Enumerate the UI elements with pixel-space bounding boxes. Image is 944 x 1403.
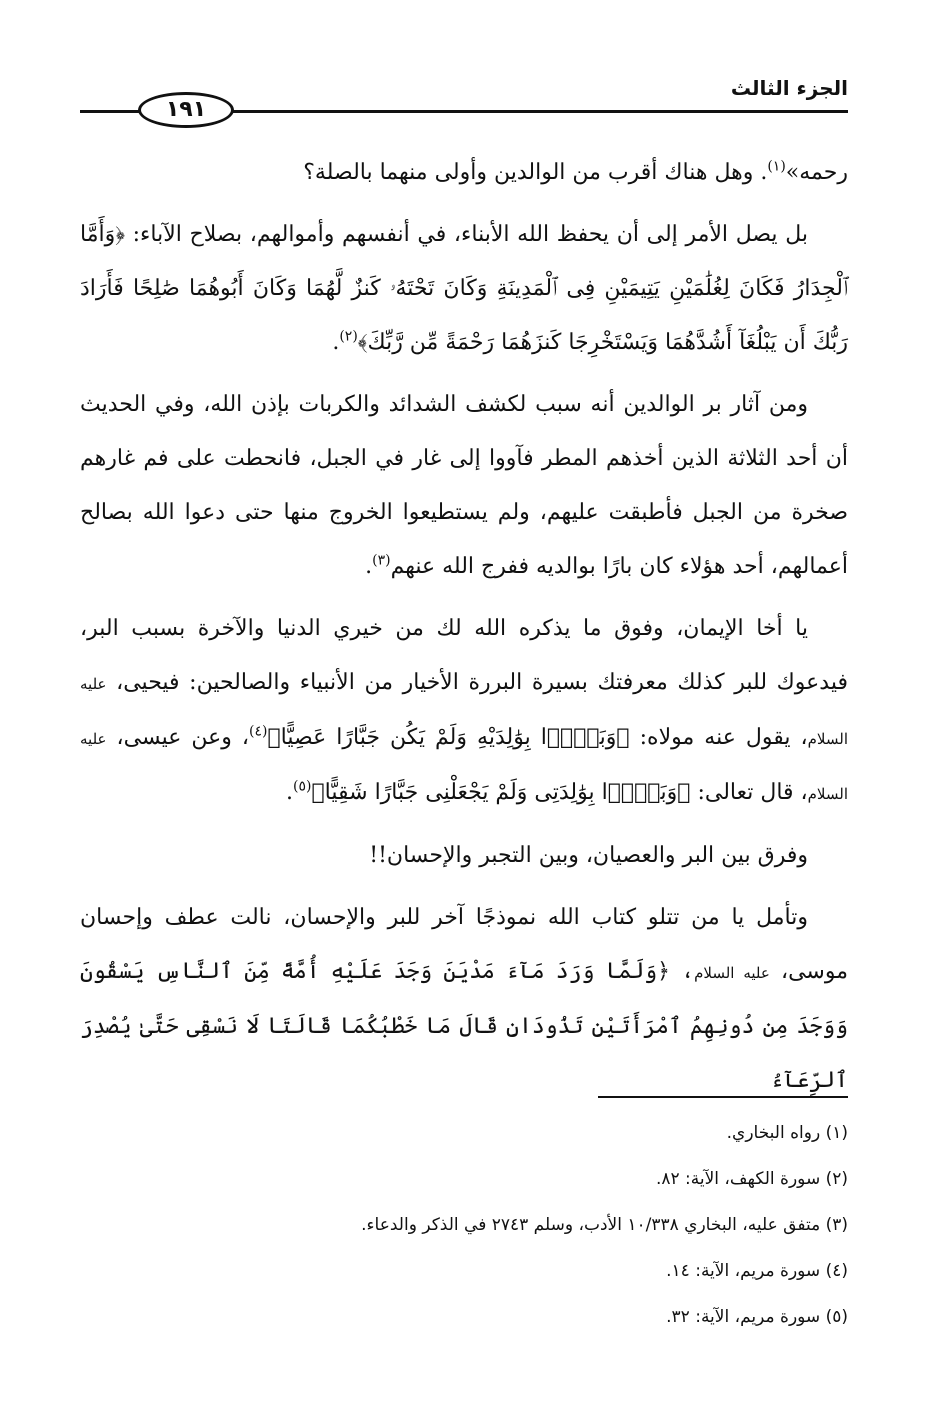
footnote-5: (٥) سورة مريم، الآية: ٣٢. xyxy=(666,1307,848,1327)
text-span: . xyxy=(365,554,373,579)
paragraph-6 xyxy=(80,891,848,1108)
running-title: الجزء الثالث xyxy=(730,76,848,100)
footnote-divider xyxy=(598,1096,848,1098)
honorific-glyph: عليه السلام xyxy=(694,964,770,982)
quran-verse: ﴿وَبَرًّۢا بِوَٰلِدَتِى وَلَمْ يَجْعَلْنِى جَبَّارًا شَقِيًّا﴾ xyxy=(311,780,691,805)
paragraph-2 xyxy=(80,208,848,370)
text-span: . xyxy=(332,330,340,355)
page-number: ١٩١ xyxy=(165,97,207,122)
text-span: يا أخا الإيمان، وفوق ما يذكره الله لك من خيري الدنيا والآخرة بسبب البر، فيدعوك للبر كذلك معرفتك بسيرة البررة الأخيار من الأنبياء والصالحين: فيحيى، xyxy=(80,616,848,695)
main-text xyxy=(80,146,848,1116)
footnote-2: (٢) سورة الكهف، الآية: ٨٢. xyxy=(655,1169,848,1189)
text-span: ومن آثار بر الوالدين أنه سبب لكشف الشدائد والكربات بإذن الله، وفي الحديث أن أحد الثلاثة الذين أخذهم المطر فآووا إلى غار في الجبل، فانحطت على فم غارهم صخرة من الجبل فأطبقت عليهم، ولم يستطيعوا الخروج منها حتى دعوا الله بصالح أعمالهم، أحد هؤلاء كان بارًا بوالديه ففرج الله عنهم xyxy=(80,392,848,579)
paragraph-5 xyxy=(80,829,848,883)
page-header xyxy=(80,70,848,130)
paragraph-3 xyxy=(80,378,848,594)
quran-verse: ﴿وَلَمَّا وَرَدَ مَآءَ مَدْيَنَ وَجَدَ عَلَيْهِ أُمَّةً مِّنَ ٱلنَّاسِ يَسْقُونَ وَوَجَدَ مِن دُونِهِمُ ٱمْرَأَتَيْنِ تَذُودَانِ قَالَ مَا خَطْبُكُمَا قَالَتَا لَا نَسْقِى حَتَّىٰ يُصْدِرَ ٱلرِّعَآءُ xyxy=(80,959,848,1093)
paragraph-4 xyxy=(80,602,848,821)
footnote-ref-2: (٢) xyxy=(339,328,358,345)
text-span: وتأمل يا من تتلو كتاب الله نموذجًا آخر للبر والإحسان، نالت عطف وإحسان موسى، xyxy=(80,905,848,984)
honorific-glyph: عليه السلام xyxy=(80,675,848,748)
footnote-1: (١) رواه البخاري. xyxy=(726,1123,848,1143)
footnote-ref-1: (١) xyxy=(767,158,786,175)
quran-verse: ﴿وَأَمَّا ٱلْجِدَارُ فَكَانَ لِغُلَٰمَيْنِ يَتِيمَيْنِ فِى ٱلْمَدِينَةِ وَكَانَ تَحْتَهُۥ كَنزٌ لَّهُمَا وَكَانَ أَبُوهُمَا صَٰلِحًا فَأَرَادَ رَبُّكَ أَن يَبْلُغَآ أَشُدَّهُمَا وَيَسْتَخْرِجَا كَنزَهُمَا رَحْمَةً مِّن رَّبِّكَ﴾ xyxy=(80,222,848,355)
honorific-glyph: عليه السلام xyxy=(80,730,848,803)
text-span: ، قال تعالى: xyxy=(690,780,808,805)
footnote-4: (٤) سورة مريم، الآية: ١٤. xyxy=(666,1261,848,1281)
text-span: وفرق بين البر والعصيان، وبين التجبر والإحسان!! xyxy=(369,843,808,868)
footnote-3: (٣) متفق عليه، البخاري ١٠/٣٣٨ الأدب، وسلم ٢٧٤٣ في الذكر والدعاء. xyxy=(361,1215,848,1235)
paragraph-1 xyxy=(80,146,848,200)
quran-verse: ﴿وَبَرًّۢا بِوَٰلِدَيْهِ وَلَمْ يَكُن جَبَّارًا عَصِيًّا﴾ xyxy=(267,725,630,750)
text-span: ، xyxy=(670,959,695,984)
footnote-ref-5: (٥) xyxy=(293,778,312,795)
text-span: ، وعن عيسى، xyxy=(106,725,250,750)
footnotes xyxy=(80,1110,848,1340)
footnote-ref-4: (٤) xyxy=(249,723,268,740)
text-span: ، يقول عنه مولاه: xyxy=(629,725,808,750)
text-span: . xyxy=(286,780,293,805)
text-span: رحمه» xyxy=(785,160,848,185)
page-number-badge xyxy=(138,92,234,128)
text-span: بل يصل الأمر إلى أن يحفظ الله الأبناء، في أنفسهم وأموالهم، بصلاح الآباء: xyxy=(124,222,808,247)
text-span: . وهل هناك أقرب من الوالدين وأولى منهما بالصلة؟ xyxy=(303,160,768,185)
footnote-ref-3: (٣) xyxy=(372,552,391,569)
